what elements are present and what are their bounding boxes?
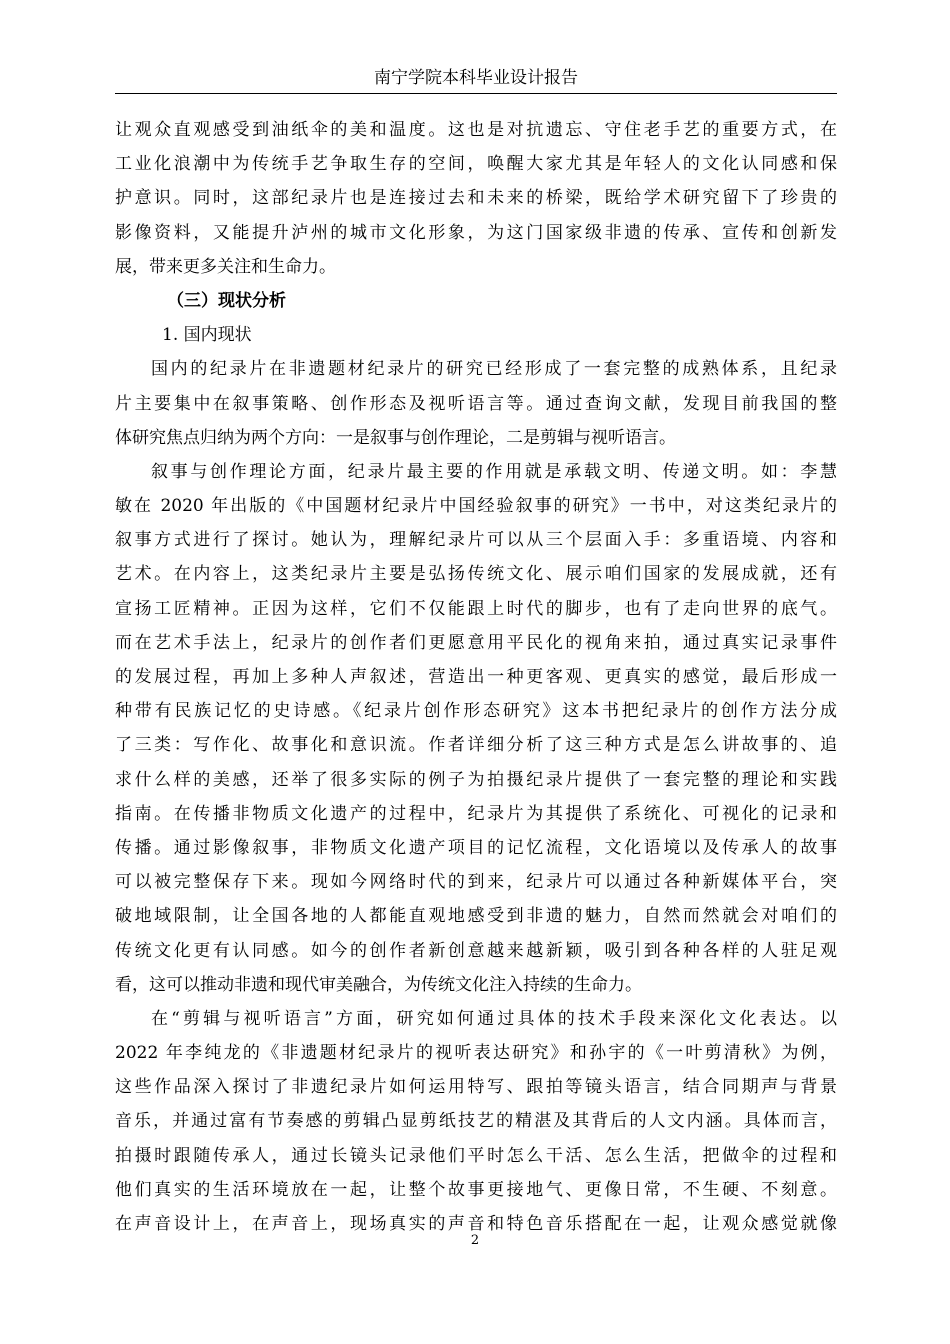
text-line: 敏在 2020 年出版的《中国题材纪录片中国经验叙事的研究》一书中，对这类纪录片的 bbox=[115, 496, 837, 517]
text-line: 指南。在传播非物质文化遗产的过程中，纪录片为其提供了系统化、可视化的记录和 bbox=[115, 803, 837, 824]
text-line: 叙事与创作理论方面，纪录片最主要的作用就是承载文明、传递文明。如：李慧 bbox=[151, 461, 837, 482]
text-line: 国内的纪录片在非遗题材纪录片的研究已经形成了一套完整的成熟体系，且纪录 bbox=[151, 359, 837, 380]
text-line: 影像资料，又能提升泸州的城市文化形象，为这门国家级非遗的传承、宣传和创新发 bbox=[115, 222, 837, 243]
text-line: 让观众直观感受到油纸伞的美和温度。这也是对抗遗忘、守住老手艺的重要方式，在 bbox=[115, 120, 837, 140]
text-line: 看，这可以推动非遗和现代审美融合，为传统文化注入持续的生命力。 bbox=[115, 974, 642, 995]
text-line: 音乐，并通过富有节奏感的剪辑凸显剪纸技艺的精湛及其背后的人文内涵。具体而言， bbox=[115, 1111, 837, 1132]
text-line: 在“剪辑与视听语言”方面，研究如何通过具体的技术手段来深化文化表达。以 bbox=[151, 1008, 837, 1029]
text-line: 可以被完整保存下来。现如今网络时代的到来，纪录片可以通过各种新媒体平台，突 bbox=[115, 872, 837, 893]
text-line: 传统文化更有认同感。如今的创作者新创意越来越新颖，吸引到各种各样的人驻足观 bbox=[115, 940, 837, 961]
text-line: 这些作品深入探讨了非遗纪录片如何运用特写、跟拍等镜头语言，结合同期声与背景 bbox=[115, 1077, 837, 1098]
text-line: 求什么样的美感，还举了很多实际的例子为拍摄纪录片提供了一套完整的理论和实践 bbox=[115, 769, 837, 790]
subsection-heading: 1. 国内现状 bbox=[162, 325, 252, 346]
text-line: 工业化浪潮中为传统手艺争取生存的空间，唤醒大家尤其是年轻人的文化认同感和保 bbox=[115, 154, 837, 175]
page-number: 2 bbox=[470, 1233, 480, 1248]
text-line: 片主要集中在叙事策略、创作形态及视听语言等。通过查询文献，发现目前我国的整 bbox=[115, 393, 837, 414]
text-line: 传播。通过影像叙事，非物质文化遗产项目的记忆流程，文化语境以及传承人的故事 bbox=[115, 837, 837, 858]
text-line: 叙事方式进行了探讨。她认为，理解纪录片可以从三个层面入手：多重语境、内容和 bbox=[115, 530, 837, 551]
text-line: 了三类：写作化、故事化和意识流。作者详细分析了这三种方式是怎么讲故事的、追 bbox=[115, 735, 837, 756]
text-line: 他们真实的生活环境放在一起，让整个故事更接地气、更像日常，不生硬、不刻意。 bbox=[115, 1179, 837, 1200]
text-line: 展，带来更多关注和生命力。 bbox=[115, 256, 336, 277]
document-body bbox=[115, 113, 837, 1241]
text-line: 宣扬工匠精神。正因为这样，它们不仅能跟上时代的脚步，也有了走向世界的底气。 bbox=[115, 598, 837, 619]
text-line: 在声音设计上，在声音上，现场真实的声音和特色音乐搭配在一起，让观众感觉就像 bbox=[115, 1214, 837, 1234]
text-line: 拍摄时跟随传承人，通过长镜头记录他们平时怎么干活、怎么生活，把做伞的过程和 bbox=[115, 1145, 837, 1166]
text-line: 体研究焦点归纳为两个方向：一是叙事与创作理论，二是剪辑与视听语言。 bbox=[115, 427, 676, 448]
header-divider bbox=[115, 93, 837, 94]
text-line: 护意识。同时，这部纪录片也是连接过去和未来的桥梁，既给学术研究留下了珍贵的 bbox=[115, 188, 837, 209]
text-line: 艺术。在内容上，这类纪录片主要是弘扬传统文化、展示咱们国家的发展成就，还有 bbox=[115, 564, 837, 585]
section-heading: （三）现状分析 bbox=[167, 290, 286, 311]
text-line: 2022 年李纯龙的《非遗题材纪录片的视听表达研究》和孙宇的《一叶剪清秋》为例， bbox=[115, 1043, 837, 1064]
text-line: 破地域限制，让全国各地的人都能直观地感受到非遗的魅力，自然而然就会对咱们的 bbox=[115, 906, 837, 927]
page-header: 南宁学院本科毕业设计报告 bbox=[374, 68, 578, 88]
text-line: 种带有民族记忆的史诗感。《纪录片创作形态研究》这本书把纪录片的创作方法分成 bbox=[115, 701, 837, 722]
text-line: 的发展过程，再加上多种人声叙述，营造出一种更客观、更真实的感觉，最后形成一 bbox=[115, 667, 837, 687]
text-line: 而在艺术手法上，纪录片的创作者们更愿意用平民化的视角来拍，通过真实记录事件 bbox=[115, 632, 837, 653]
